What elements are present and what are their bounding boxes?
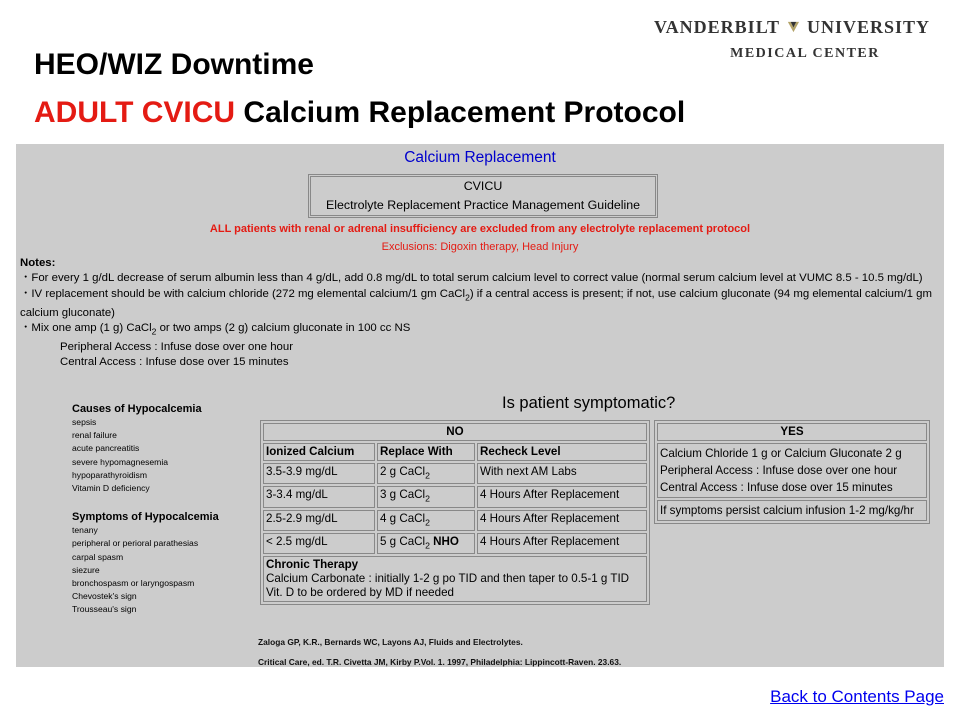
col-recheck-level: Recheck Level [477,443,647,461]
note-iv-text-b: ) if a central access is present; if not, use calcium gluconate (94 mg elemental calcium/1 gm calcium gluconate) [20,287,932,319]
ionized-cell: 3.5-3.9 mg/dL [263,463,375,484]
symptom-item: bronchospasm or laryngospasm [72,578,195,589]
subscript-2: 2 [465,292,470,303]
replace-dose: 3 g CaCl [380,488,426,502]
table-row [263,533,647,554]
table-row [263,463,647,484]
replace-cell [377,463,475,484]
yes-treatment-cell [657,443,927,498]
logo-text-vanderbilt: VANDERBILT [654,16,781,37]
chronic-line-1: Calcium Carbonate : initially 1-2 g po TID and then taper to 0.5-1 g TID [266,572,630,586]
table-row [263,486,647,507]
symptom-item: Chevostek's sign [72,591,137,602]
yes-persist-cell: If symptoms persist calcium infusion 1-2 mg/kg/hr [657,500,927,521]
symptom-item: carpal spasm [72,551,124,562]
note-mix-text-a: ・Mix one amp (1 g) CaCl [20,321,152,334]
chronic-line-2: Vit. D to be ordered by MD if needed [266,586,454,600]
note-central-access: Central Access : Infuse dose over 15 minutes [60,356,289,368]
cause-item: sepsis [72,417,97,427]
note-peripheral-access: Peripheral Access : Infuse dose over one hour [60,340,294,353]
ionized-cell: < 2.5 mg/dL [263,533,375,554]
replace-dose: 4 g CaCl [380,511,426,525]
replace-cell [377,486,475,507]
replace-dose: 2 g CaCl [380,465,426,478]
page-subtitle [34,96,685,130]
col-replace-with: Replace With [377,443,475,461]
causes-heading: Causes of Hypocalcemia [72,403,202,415]
symptomatic-question: Is patient symptomatic? [502,394,676,412]
guideline-title: Electrolyte Replacement Practice Management Guideline [325,198,641,212]
cause-item: Vitamin D deficiency [72,483,150,494]
cause-item: acute pancreatitis [72,443,140,454]
yes-line-2: Peripheral Access : Infuse dose over one hour [660,464,898,477]
no-symptoms-table [260,420,650,605]
protocol-panel [16,144,944,667]
yes-line-1: Calcium Chloride 1 g or Calcium Gluconate 2 g [660,447,902,460]
replace-cell [377,533,475,554]
logo-text-medical-center: MEDICAL CENTER [730,46,880,61]
cause-item: severe hypomagnesemia [72,456,169,467]
symptom-item: tenany [72,525,98,536]
subscript-2: 2 [151,326,157,337]
subscript-2: 2 [425,516,430,527]
ionized-cell: 2.5-2.9 mg/dL [263,510,375,531]
table-row [263,510,647,531]
oak-leaf-v-icon [786,14,801,40]
reference-2: Critical Care, ed. T.R. Civetta JM, Kirby P.Vol. 1. 1997, Philadelphia: Lippincott-Raven. 23.63. [258,657,622,667]
replace-cell [377,510,475,531]
yes-symptoms-table [654,420,930,524]
note-albumin: ・For every 1 g/dL decrease of serum albumin less than 4 g/dL, add 0.8 mg/dL to total serum calcium level to correct value (normal serum calcium level at VUMC 8.5 - 10.5 mg/dL) [20,272,923,285]
no-header: NO [263,423,647,441]
note-iv-replacement [20,287,940,321]
subtitle-unit: ADULT CVICU [34,96,236,129]
protocol-heading: Calcium Replacement [404,149,556,166]
cause-item: hypoparathyroidism [72,469,147,480]
reference-1: Zaloga GP, K.R., Bernards WC, Layons AJ, Fluids and Electrolytes. [258,637,523,647]
yes-line-3: Central Access : Infuse dose over 15 minutes [660,481,893,494]
back-to-contents-link[interactable]: Back to Contents Page [770,687,944,706]
col-ionized-calcium: Ionized Calcium [263,443,375,461]
subscript-2: 2 [425,540,430,551]
subtitle-protocol: Calcium Replacement Protocol [235,96,686,129]
notes-section [20,256,940,370]
guideline-unit: CVICU [463,179,503,193]
causes-symptoms-list [72,402,262,617]
guideline-box [308,174,658,218]
symptoms-heading: Symptoms of Hypocalcemia [72,511,219,524]
recheck-cell: 4 Hours After Replacement [477,510,647,531]
symptom-item: siezure [72,564,100,575]
replace-note: NHO [429,534,459,548]
guideline-box-inner [310,176,656,216]
references [258,632,621,672]
symptom-item: Trousseau's sign [72,604,137,615]
replace-dose: 5 g CaCl [380,534,426,548]
recheck-cell: With next AM Labs [477,463,647,484]
exclusions-text: Exclusions: Digoxin therapy, Head Injury [381,241,579,253]
logo-text-university: UNIVERSITY [806,16,930,37]
recheck-cell: 4 Hours After Replacement [477,486,647,507]
recheck-cell: 4 Hours After Replacement [477,533,647,554]
page-title: HEO/WIZ Downtime [34,48,314,81]
note-mix [20,321,940,340]
subscript-2: 2 [425,493,430,504]
subscript-2: 2 [425,470,430,481]
note-mix-text-b: or two amps (2 g) calcium gluconate in 100 cc NS [156,321,411,334]
vanderbilt-logo [654,14,930,66]
note-iv-text-a: ・IV replacement should be with calcium chloride (272 mg elemental calcium/1 gm CaCl [20,287,466,300]
exclusion-warning: ALL patients with renal or adrenal insufficiency are excluded from any electrolyte replacement protocol [209,223,751,235]
yes-header: YES [657,423,927,441]
chronic-therapy-cell [263,556,647,602]
symptom-item: peripheral or perioral parathesias [72,538,199,549]
notes-heading: Notes: [20,257,56,269]
ionized-cell: 3-3.4 mg/dL [263,486,375,507]
chronic-heading: Chronic Therapy [266,558,359,572]
cause-item: renal failure [72,430,117,441]
